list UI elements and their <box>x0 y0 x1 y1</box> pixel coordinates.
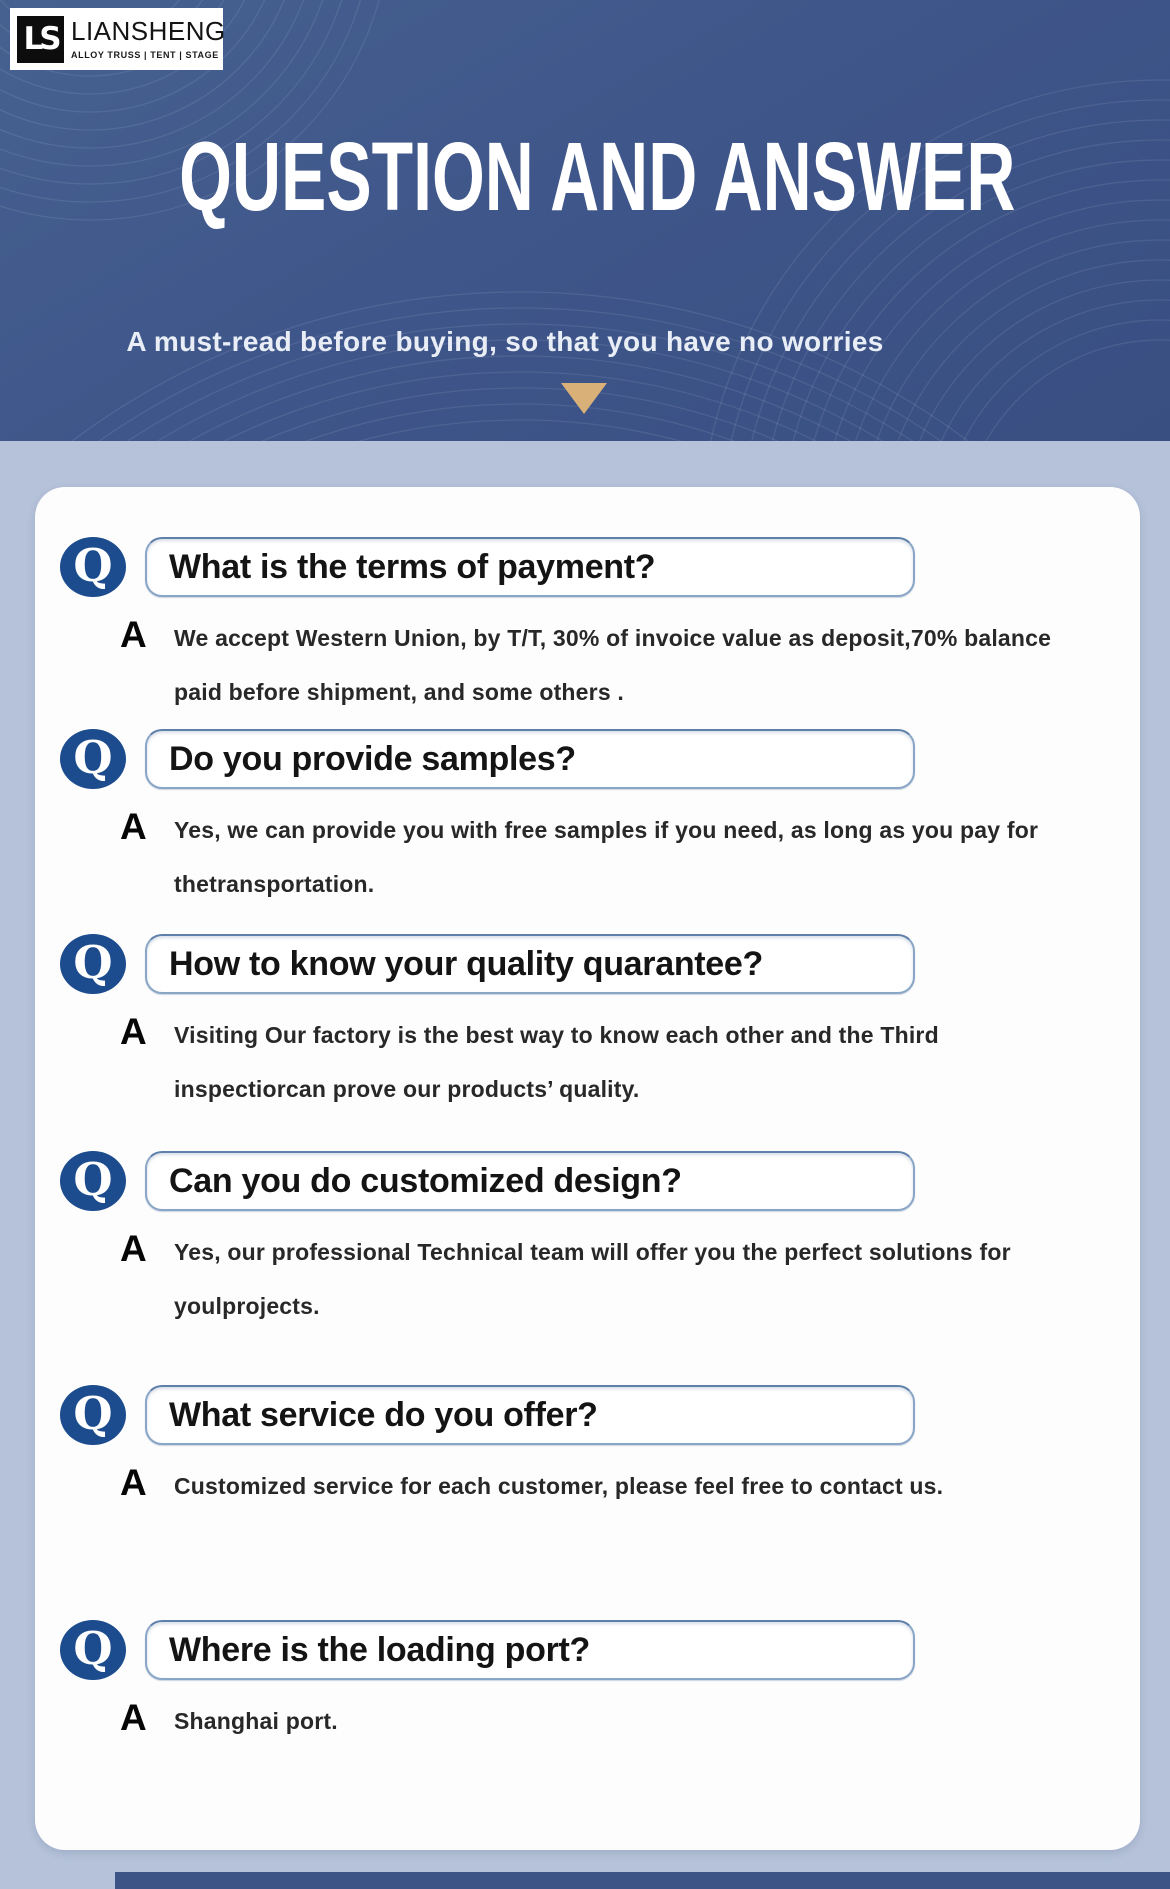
question-text: How to know your quality quarantee? <box>145 934 915 994</box>
answer-badge: A <box>120 1011 147 1052</box>
answer-badge: A <box>120 614 147 655</box>
answer-line: paid before shipment, and some others . <box>174 679 624 705</box>
qa-item-customized-design <box>60 1151 1140 1333</box>
answer-line: Yes, we can provide you with free samples if you need, as long as you pay for <box>174 817 1039 843</box>
answer-line: Shanghai port. <box>174 1708 338 1734</box>
answer-line: Yes, our professional Technical team will offer you the perfect solutions for <box>174 1239 1011 1265</box>
question-badge-icon: Q <box>60 934 126 994</box>
answer-line: We accept Western Union, by T/T, 30% of invoice value as deposit,70% balance <box>174 625 1052 651</box>
answer-line: Customized service for each customer, please feel free to contact us. <box>174 1473 944 1499</box>
question-badge-icon: Q <box>60 1151 126 1211</box>
question-text: Where is the loading port? <box>145 1620 915 1680</box>
question-badge-icon: Q <box>60 537 126 597</box>
answer-line: inspectiorcan prove our products’ quality. <box>174 1076 640 1102</box>
page-subtitle: A must-read before buying, so that you have no worries <box>126 326 884 357</box>
question-text: Can you do customized design? <box>145 1151 915 1211</box>
answer-badge: A <box>120 806 147 847</box>
qa-item-samples <box>60 729 1140 911</box>
down-triangle-icon <box>561 383 607 414</box>
answer-line: Visiting Our factory is the best way to know each other and the Third <box>174 1022 939 1048</box>
qa-item-payment <box>60 537 1140 719</box>
answer-line: youlprojects. <box>174 1293 320 1319</box>
question-text: What service do you offer? <box>145 1385 915 1445</box>
question-text: Do you provide samples? <box>145 729 915 789</box>
qa-item-loading-port <box>60 1620 1140 1748</box>
question-badge-icon: Q <box>60 1620 126 1680</box>
qa-item-quality <box>60 934 1140 1116</box>
page-title <box>0 122 1016 231</box>
answer-text <box>174 611 1051 719</box>
question-badge-icon: Q <box>60 1385 126 1445</box>
qa-header-banner <box>0 0 1170 441</box>
answer-text <box>174 1694 338 1748</box>
answer-text <box>174 803 1038 911</box>
answer-text <box>174 1459 943 1513</box>
answer-text <box>174 1225 1011 1333</box>
answer-badge: A <box>120 1228 147 1269</box>
qa-item-service <box>60 1385 1140 1513</box>
page-title-text: QUESTION AND ANSWER <box>179 122 1016 231</box>
answer-line: thetransportation. <box>174 871 375 897</box>
answer-text <box>174 1008 939 1116</box>
qa-card <box>35 487 1140 1850</box>
next-section-edge <box>115 1872 1170 1889</box>
answer-badge: A <box>120 1697 147 1738</box>
question-badge-icon: Q <box>60 729 126 789</box>
company-logo <box>10 8 226 70</box>
question-text: What is the terms of payment? <box>145 537 915 597</box>
company-tagline: ALLOY TRUSS | TENT | STAGE <box>71 49 219 60</box>
answer-badge: A <box>120 1462 147 1503</box>
company-name: LIANSHENG <box>71 16 226 47</box>
logo-mark-icon: LS <box>17 16 64 63</box>
